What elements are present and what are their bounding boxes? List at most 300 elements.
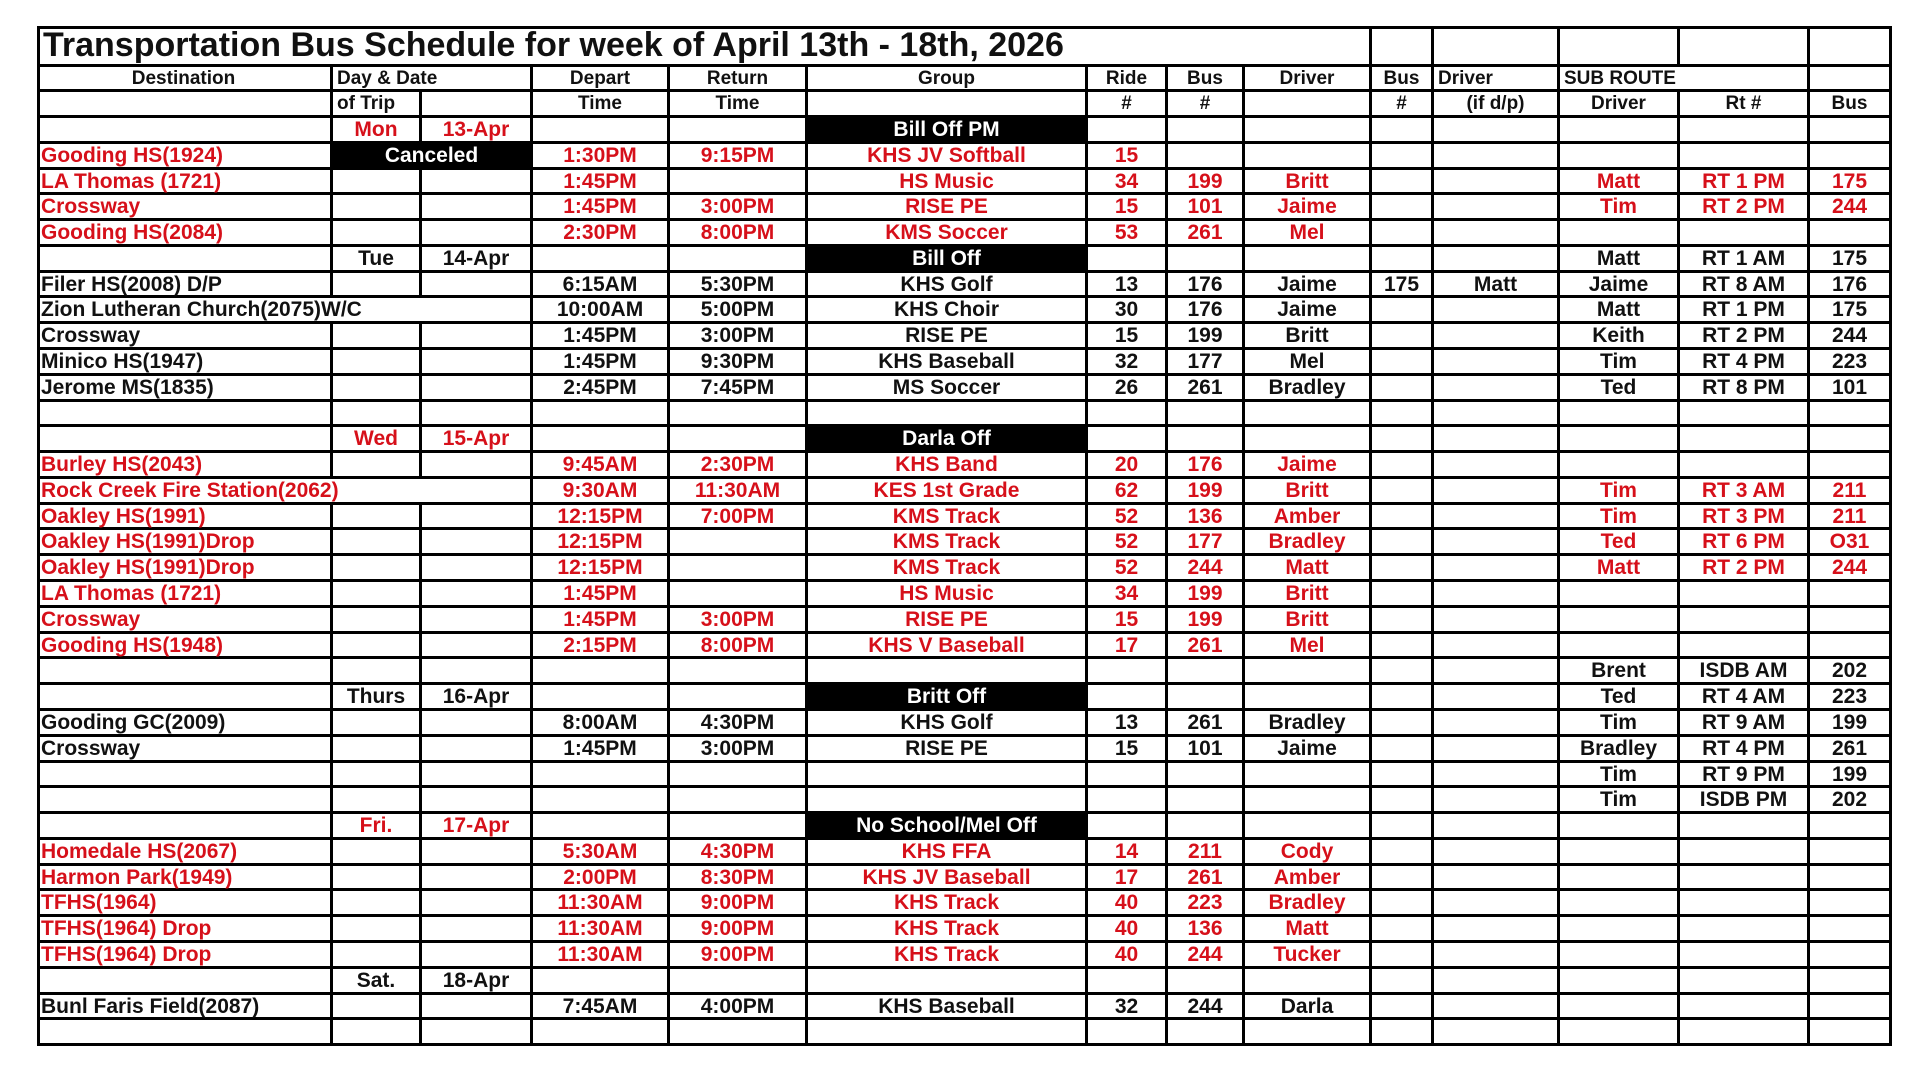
driver-off-banner bbox=[808, 969, 1088, 995]
sub-route-number: RT 9 PM bbox=[1680, 763, 1810, 788]
empty-cell bbox=[1434, 659, 1560, 685]
empty-cell bbox=[37, 685, 333, 711]
bus-number: 244 bbox=[1168, 556, 1245, 582]
sub-driver: Tim bbox=[1560, 479, 1680, 505]
sub-driver: Matt bbox=[1560, 247, 1680, 273]
bus-number: 101 bbox=[1168, 195, 1245, 221]
empty-cell bbox=[670, 659, 808, 685]
driver-2-name bbox=[1434, 582, 1560, 608]
empty-cell bbox=[333, 943, 422, 969]
group: KHS Choir bbox=[808, 298, 1088, 324]
return-time: 9:00PM bbox=[670, 917, 808, 943]
return-time: 9:15PM bbox=[670, 144, 808, 170]
driver-name: Britt bbox=[1245, 324, 1372, 350]
empty-cell bbox=[670, 969, 808, 995]
return-time bbox=[670, 170, 808, 195]
depart-time: 1:45PM bbox=[533, 324, 670, 350]
sub-driver bbox=[1560, 453, 1680, 479]
header-driver: Driver bbox=[1245, 67, 1372, 92]
empty-cell bbox=[333, 737, 422, 763]
group: KHS Golf bbox=[808, 711, 1088, 737]
sub-driver bbox=[1560, 891, 1680, 917]
empty-cell bbox=[808, 92, 1088, 118]
sub-driver bbox=[1560, 814, 1680, 840]
sub-bus-number: 175 bbox=[1810, 247, 1892, 273]
empty-cell bbox=[808, 659, 1088, 685]
empty-cell bbox=[1434, 788, 1560, 814]
bus-2-number bbox=[1372, 917, 1434, 943]
empty-cell bbox=[422, 453, 533, 479]
depart-time: 2:30PM bbox=[533, 221, 670, 247]
empty-cell bbox=[422, 634, 533, 659]
driver-name: Darla bbox=[1245, 995, 1372, 1020]
driver-2-name bbox=[1434, 453, 1560, 479]
empty-cell bbox=[422, 711, 533, 737]
empty-cell bbox=[1168, 402, 1245, 427]
bus-number: 261 bbox=[1168, 866, 1245, 891]
return-time: 4:30PM bbox=[670, 711, 808, 737]
sub-bus-number: O31 bbox=[1810, 530, 1892, 556]
empty-cell bbox=[333, 1020, 422, 1046]
empty-cell bbox=[1434, 1020, 1560, 1046]
header-group: Group bbox=[808, 67, 1088, 92]
header-day-date: Day & Date bbox=[333, 67, 533, 92]
depart-time: 12:15PM bbox=[533, 556, 670, 582]
sub-driver: Keith bbox=[1560, 324, 1680, 350]
empty-cell bbox=[1434, 402, 1560, 427]
empty-cell bbox=[1434, 247, 1560, 273]
bus-number: 176 bbox=[1168, 298, 1245, 324]
empty-cell bbox=[1372, 427, 1434, 453]
group: HS Music bbox=[808, 170, 1088, 195]
header-of-trip: of Trip bbox=[333, 92, 422, 118]
group: RISE PE bbox=[808, 195, 1088, 221]
header-ride: Ride bbox=[1088, 67, 1168, 92]
driver-2-name bbox=[1434, 350, 1560, 376]
driver-2-name: Matt bbox=[1434, 273, 1560, 298]
empty-cell bbox=[422, 737, 533, 763]
empty-cell bbox=[333, 840, 422, 866]
header-return: Return bbox=[670, 67, 808, 92]
empty-cell bbox=[422, 1020, 533, 1046]
bus-2-number bbox=[1372, 530, 1434, 556]
driver-name: Bradley bbox=[1245, 891, 1372, 917]
day-label: Sat. bbox=[333, 969, 422, 995]
destination: TFHS(1964) bbox=[37, 891, 333, 917]
bus-2-number bbox=[1372, 479, 1434, 505]
sub-route-number bbox=[1680, 943, 1810, 969]
header-depart-time: Time bbox=[533, 92, 670, 118]
sub-driver: Tim bbox=[1560, 505, 1680, 530]
empty-cell bbox=[1245, 427, 1372, 453]
bus-2-number bbox=[1372, 737, 1434, 763]
sub-bus-number bbox=[1810, 634, 1892, 659]
empty-cell bbox=[333, 788, 422, 814]
empty-cell bbox=[670, 402, 808, 427]
bus-2-number bbox=[1372, 350, 1434, 376]
sub-driver bbox=[1560, 943, 1680, 969]
ride-count: 13 bbox=[1088, 711, 1168, 737]
group: MS Soccer bbox=[808, 376, 1088, 402]
empty-cell bbox=[1088, 788, 1168, 814]
empty-cell bbox=[333, 866, 422, 891]
empty-cell bbox=[1372, 26, 1434, 67]
driver-2-name bbox=[1434, 711, 1560, 737]
empty-cell bbox=[1245, 247, 1372, 273]
sub-driver: Matt bbox=[1560, 556, 1680, 582]
empty-cell bbox=[422, 943, 533, 969]
sub-route-number bbox=[1680, 840, 1810, 866]
empty-cell bbox=[422, 376, 533, 402]
bus-number bbox=[1168, 144, 1245, 170]
depart-time: 8:00AM bbox=[533, 711, 670, 737]
empty-cell bbox=[1245, 685, 1372, 711]
sub-bus-number bbox=[1810, 943, 1892, 969]
empty-cell bbox=[422, 530, 533, 556]
ride-count: 62 bbox=[1088, 479, 1168, 505]
bus-number: 244 bbox=[1168, 995, 1245, 1020]
sub-bus-number: 175 bbox=[1810, 170, 1892, 195]
sub-bus-number bbox=[1810, 995, 1892, 1020]
canceled-badge: Canceled bbox=[333, 144, 533, 170]
empty-cell bbox=[1168, 247, 1245, 273]
empty-cell bbox=[1560, 26, 1680, 67]
depart-time: 11:30AM bbox=[533, 891, 670, 917]
return-time: 4:00PM bbox=[670, 995, 808, 1020]
empty-cell bbox=[422, 92, 533, 118]
sub-bus-number bbox=[1810, 144, 1892, 170]
empty-cell bbox=[1434, 427, 1560, 453]
sub-bus-number bbox=[1810, 453, 1892, 479]
empty-cell bbox=[422, 195, 533, 221]
ride-count: 14 bbox=[1088, 840, 1168, 866]
driver-name: Jaime bbox=[1245, 195, 1372, 221]
empty-cell bbox=[533, 402, 670, 427]
bus-2-number bbox=[1372, 866, 1434, 891]
return-time: 9:00PM bbox=[670, 891, 808, 917]
bus-2-number bbox=[1372, 891, 1434, 917]
sub-driver bbox=[1560, 969, 1680, 995]
empty-cell bbox=[333, 324, 422, 350]
empty-cell bbox=[422, 402, 533, 427]
destination: Gooding HS(2084) bbox=[37, 221, 333, 247]
date-label: 13-Apr bbox=[422, 118, 533, 144]
empty-cell bbox=[533, 685, 670, 711]
sub-driver: Ted bbox=[1560, 376, 1680, 402]
return-time: 9:30PM bbox=[670, 350, 808, 376]
group: KHS Band bbox=[808, 453, 1088, 479]
page-title: Transportation Bus Schedule for week of April 13th - 18th, 2026 bbox=[37, 26, 1372, 67]
bus-number: 211 bbox=[1168, 840, 1245, 866]
bus-2-number bbox=[1372, 608, 1434, 634]
ride-count: 15 bbox=[1088, 737, 1168, 763]
empty-cell bbox=[1372, 402, 1434, 427]
depart-time: 11:30AM bbox=[533, 917, 670, 943]
sub-bus-number bbox=[1810, 917, 1892, 943]
empty-cell bbox=[422, 995, 533, 1020]
empty-cell bbox=[422, 866, 533, 891]
empty-cell bbox=[1434, 763, 1560, 788]
ride-count: 32 bbox=[1088, 350, 1168, 376]
ride-count: 40 bbox=[1088, 917, 1168, 943]
driver-2-name bbox=[1434, 324, 1560, 350]
return-time: 3:00PM bbox=[670, 195, 808, 221]
bus-number: 199 bbox=[1168, 170, 1245, 195]
depart-time: 1:45PM bbox=[533, 582, 670, 608]
bus-2-number bbox=[1372, 170, 1434, 195]
destination: Oakley HS(1991)Drop bbox=[37, 530, 333, 556]
empty-cell bbox=[533, 427, 670, 453]
driver-name: Amber bbox=[1245, 505, 1372, 530]
depart-time: 6:15AM bbox=[533, 273, 670, 298]
sub-driver bbox=[1560, 582, 1680, 608]
empty-cell bbox=[533, 247, 670, 273]
driver-off-banner: No School/Mel Off bbox=[808, 814, 1088, 840]
bus-2-number bbox=[1372, 556, 1434, 582]
empty-cell bbox=[422, 505, 533, 530]
sub-route-number bbox=[1680, 608, 1810, 634]
empty-cell bbox=[333, 453, 422, 479]
empty-cell bbox=[37, 402, 333, 427]
sub-route-number: RT 6 PM bbox=[1680, 530, 1810, 556]
sub-route-number bbox=[1680, 891, 1810, 917]
empty-cell bbox=[1245, 1020, 1372, 1046]
bus-2-number bbox=[1372, 376, 1434, 402]
driver-name: Bradley bbox=[1245, 376, 1372, 402]
sub-route-number bbox=[1680, 995, 1810, 1020]
ride-count: 20 bbox=[1088, 453, 1168, 479]
group: KMS Track bbox=[808, 505, 1088, 530]
sub-bus-number: 175 bbox=[1810, 298, 1892, 324]
empty-cell bbox=[670, 814, 808, 840]
sub-driver: Tim bbox=[1560, 763, 1680, 788]
sub-bus-number: 261 bbox=[1810, 737, 1892, 763]
sub-route-number bbox=[1680, 969, 1810, 995]
ride-count: 53 bbox=[1088, 221, 1168, 247]
sub-route-number bbox=[1680, 144, 1810, 170]
sub-bus-number: 244 bbox=[1810, 195, 1892, 221]
sub-bus-number: 223 bbox=[1810, 350, 1892, 376]
sub-route-number: RT 2 PM bbox=[1680, 556, 1810, 582]
sub-bus-number bbox=[1810, 1020, 1892, 1046]
return-time: 8:00PM bbox=[670, 634, 808, 659]
empty-cell bbox=[808, 763, 1088, 788]
empty-cell bbox=[533, 969, 670, 995]
return-time: 5:00PM bbox=[670, 298, 808, 324]
sub-bus-number bbox=[1810, 118, 1892, 144]
depart-time: 12:15PM bbox=[533, 530, 670, 556]
empty-cell bbox=[1372, 814, 1434, 840]
sub-bus-number bbox=[1810, 891, 1892, 917]
driver-off-banner: Darla Off bbox=[808, 427, 1088, 453]
empty-cell bbox=[422, 350, 533, 376]
sub-bus-number bbox=[1810, 866, 1892, 891]
empty-cell bbox=[333, 556, 422, 582]
empty-cell bbox=[422, 608, 533, 634]
ride-count: 52 bbox=[1088, 530, 1168, 556]
sub-bus-number bbox=[1810, 840, 1892, 866]
driver-name: Britt bbox=[1245, 170, 1372, 195]
empty-cell bbox=[422, 659, 533, 685]
sub-driver bbox=[1560, 840, 1680, 866]
sub-route-number bbox=[1680, 221, 1810, 247]
bus-2-number bbox=[1372, 840, 1434, 866]
sub-bus-number: 199 bbox=[1810, 711, 1892, 737]
bus-number: 136 bbox=[1168, 505, 1245, 530]
empty-cell bbox=[1245, 969, 1372, 995]
sub-bus-number bbox=[1810, 814, 1892, 840]
driver-name: Cody bbox=[1245, 840, 1372, 866]
empty-cell bbox=[533, 659, 670, 685]
empty-cell bbox=[808, 788, 1088, 814]
empty-cell bbox=[1168, 1020, 1245, 1046]
bus-2-number bbox=[1372, 324, 1434, 350]
group: KMS Soccer bbox=[808, 221, 1088, 247]
driver-name: Mel bbox=[1245, 221, 1372, 247]
bus-2-number bbox=[1372, 221, 1434, 247]
empty-cell bbox=[670, 247, 808, 273]
sub-route-number: RT 3 AM bbox=[1680, 479, 1810, 505]
driver-2-name bbox=[1434, 917, 1560, 943]
empty-cell bbox=[1245, 659, 1372, 685]
empty-cell bbox=[1168, 685, 1245, 711]
sub-driver: Tim bbox=[1560, 711, 1680, 737]
driver-2-name bbox=[1434, 634, 1560, 659]
header-bus-2: Bus bbox=[1372, 67, 1434, 92]
driver-name: Bradley bbox=[1245, 711, 1372, 737]
empty-cell bbox=[1088, 402, 1168, 427]
empty-cell bbox=[670, 427, 808, 453]
driver-name: Britt bbox=[1245, 608, 1372, 634]
destination: TFHS(1964) Drop bbox=[37, 917, 333, 943]
bus-2-number bbox=[1372, 995, 1434, 1020]
destination: Harmon Park(1949) bbox=[37, 866, 333, 891]
empty-cell bbox=[422, 324, 533, 350]
sub-route-number: RT 4 AM bbox=[1680, 685, 1810, 711]
sub-route-number bbox=[1680, 118, 1810, 144]
destination: Crossway bbox=[37, 324, 333, 350]
header-bus-2-number: # bbox=[1372, 92, 1434, 118]
sub-route-number: RT 2 PM bbox=[1680, 324, 1810, 350]
sub-route-number: RT 8 AM bbox=[1680, 273, 1810, 298]
day-label: Tue bbox=[333, 247, 422, 273]
sub-driver bbox=[1560, 634, 1680, 659]
empty-cell bbox=[808, 402, 1088, 427]
bus-number: 261 bbox=[1168, 634, 1245, 659]
sub-driver bbox=[1560, 866, 1680, 891]
empty-cell bbox=[1168, 814, 1245, 840]
empty-cell bbox=[422, 788, 533, 814]
sub-bus-number: 199 bbox=[1810, 763, 1892, 788]
sub-driver: Matt bbox=[1560, 298, 1680, 324]
bus-number: 199 bbox=[1168, 608, 1245, 634]
depart-time: 2:45PM bbox=[533, 376, 670, 402]
empty-cell bbox=[333, 530, 422, 556]
sub-bus-number: 223 bbox=[1810, 685, 1892, 711]
empty-cell bbox=[1088, 1020, 1168, 1046]
return-time: 5:30PM bbox=[670, 273, 808, 298]
empty-cell bbox=[333, 582, 422, 608]
header-bus: Bus bbox=[1168, 67, 1245, 92]
header-sub-driver: Driver bbox=[1560, 92, 1680, 118]
sub-route-number bbox=[1680, 814, 1810, 840]
header-driver-if-dp: (if d/p) bbox=[1434, 92, 1560, 118]
empty-cell bbox=[333, 917, 422, 943]
ride-count: 15 bbox=[1088, 144, 1168, 170]
return-time: 4:30PM bbox=[670, 840, 808, 866]
bus-schedule-table bbox=[37, 26, 1892, 1046]
depart-time: 2:00PM bbox=[533, 866, 670, 891]
depart-time: 9:45AM bbox=[533, 453, 670, 479]
driver-2-name bbox=[1434, 505, 1560, 530]
empty-cell bbox=[422, 891, 533, 917]
driver-2-name bbox=[1434, 737, 1560, 763]
ride-count: 15 bbox=[1088, 324, 1168, 350]
sub-route-number: RT 1 PM bbox=[1680, 170, 1810, 195]
driver-name: Mel bbox=[1245, 634, 1372, 659]
bus-number: 199 bbox=[1168, 479, 1245, 505]
empty-cell bbox=[1088, 814, 1168, 840]
empty-cell bbox=[333, 402, 422, 427]
empty-cell bbox=[422, 763, 533, 788]
destination: Gooding HS(1924) bbox=[37, 144, 333, 170]
empty-cell bbox=[1088, 659, 1168, 685]
sub-bus-number: 101 bbox=[1810, 376, 1892, 402]
empty-cell bbox=[422, 582, 533, 608]
bus-2-number bbox=[1372, 505, 1434, 530]
depart-time: 9:30AM bbox=[533, 479, 670, 505]
ride-count: 17 bbox=[1088, 634, 1168, 659]
sub-driver bbox=[1560, 144, 1680, 170]
empty-cell bbox=[422, 221, 533, 247]
destination: Crossway bbox=[37, 608, 333, 634]
empty-cell bbox=[1434, 26, 1560, 67]
ride-count: 52 bbox=[1088, 505, 1168, 530]
bus-number: 177 bbox=[1168, 530, 1245, 556]
driver-name: Tucker bbox=[1245, 943, 1372, 969]
empty-cell bbox=[533, 814, 670, 840]
ride-count: 15 bbox=[1088, 195, 1168, 221]
return-time: 8:00PM bbox=[670, 221, 808, 247]
destination: Filer HS(2008) D/P bbox=[37, 273, 333, 298]
driver-name bbox=[1245, 144, 1372, 170]
header-ride-number: # bbox=[1088, 92, 1168, 118]
driver-name: Matt bbox=[1245, 556, 1372, 582]
empty-cell bbox=[333, 891, 422, 917]
bus-2-number bbox=[1372, 634, 1434, 659]
empty-cell bbox=[37, 763, 333, 788]
empty-cell bbox=[533, 763, 670, 788]
empty-cell bbox=[37, 659, 333, 685]
depart-time: 1:45PM bbox=[533, 350, 670, 376]
sub-driver bbox=[1560, 608, 1680, 634]
empty-cell bbox=[1245, 92, 1372, 118]
header-return-time: Time bbox=[670, 92, 808, 118]
destination: LA Thomas (1721) bbox=[37, 582, 333, 608]
empty-cell bbox=[1372, 763, 1434, 788]
sub-driver: Jaime bbox=[1560, 273, 1680, 298]
group: KHS FFA bbox=[808, 840, 1088, 866]
sub-bus-number bbox=[1810, 221, 1892, 247]
sub-driver bbox=[1560, 427, 1680, 453]
header-sub-rt: Rt # bbox=[1680, 92, 1810, 118]
return-time: 8:30PM bbox=[670, 866, 808, 891]
bus-2-number bbox=[1372, 943, 1434, 969]
driver-2-name bbox=[1434, 943, 1560, 969]
date-label: 18-Apr bbox=[422, 969, 533, 995]
destination: Minico HS(1947) bbox=[37, 350, 333, 376]
depart-time: 1:45PM bbox=[533, 737, 670, 763]
